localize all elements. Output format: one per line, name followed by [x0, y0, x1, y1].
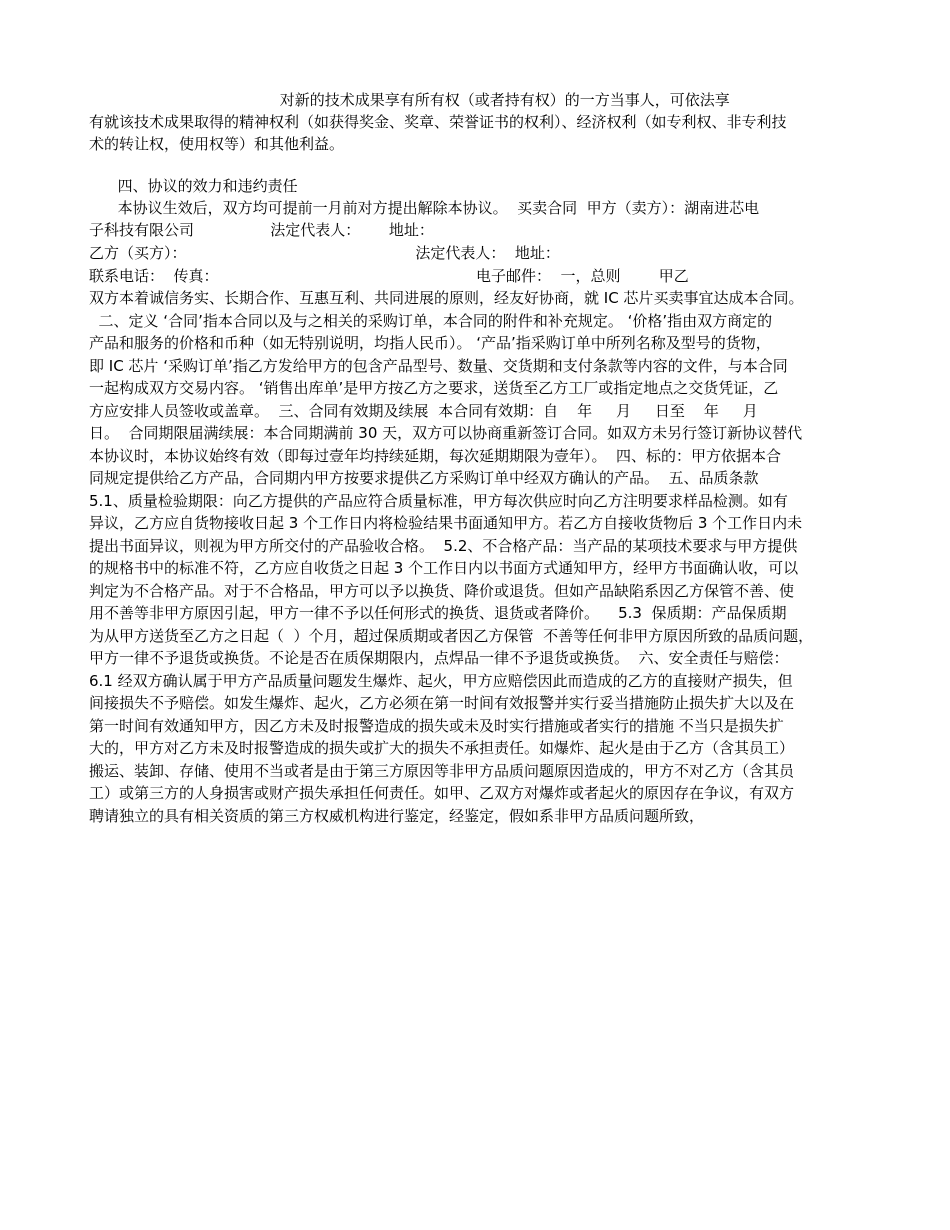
text-line: 日。 合同期限届满续展：本合同期满前 30 天，双方可以协商重新签订合同。如双方未另行签订新协议替代: [89, 424, 803, 442]
text-line: 二、定义 ‘合同’指本合同以及与之相关的采购订单，本合同的附件和补充规定。 ‘价格’指由双方商定的: [89, 312, 773, 330]
text-line: 本协议生效后，双方均可提前一月前对方提出解除本协议。 买卖合同 甲方（卖方）：湖南进芯电: [89, 199, 760, 217]
text-line: 即 IC 芯片 ‘采购订单’指乙方发给甲方的包含产品型号、数量、交货期和支付条款等内容的文件，与本合同: [89, 357, 788, 375]
text-line: 用不善等非甲方原因引起，甲方一律不予以任何形式的换货、退货或者降价。 5.3 保质期：产品保质期: [89, 604, 787, 622]
text-line: 的规格书中的标准不符，乙方应自收货之日起 3 个工作日内以书面方式通知甲方，经甲方书面确认收，可以: [89, 559, 799, 577]
text-line: 判定为不合格产品。对于不合格品，甲方可以予以换货、降价或退货。但如产品缺陷系因乙方保管不善、使: [89, 582, 795, 600]
text-line: 间接损失不予赔偿。如发生爆炸、起火，乙方必须在第一时间有效报警并实行妥当措施防止损失扩大以及在: [89, 694, 795, 712]
text-line: 有就该技术成果取得的精神权利（如获得奖金、奖章、荣誉证书的权利）、经济权利（如专利权、非专利技: [89, 113, 787, 131]
text-line: 6.1 经双方确认属于甲方产品质量问题发生爆炸、起火，甲方应赔偿因此而造成的乙方的直接财产损失，但: [89, 672, 793, 690]
text-line: 异议，乙方应自货物接收日起 3 个工作日内将检验结果书面通知甲方。若乙方自接收货物后 3 个工作日内未: [89, 514, 803, 532]
text-line: 产品和服务的价格和币种（如无特别说明，均指人民币）。 ‘产品’指采购订单中所列名称及型号的货物，: [89, 334, 771, 352]
text-line: 术的转让权，使用权等）和其他利益。: [89, 135, 345, 153]
text-line: 联系电话： 传真： 电子邮件： 一，总则 甲乙: [89, 267, 689, 285]
text-line: 提出书面异议，则视为甲方所交付的产品验收合格。 5.2、不合格产品：当产品的某项技术要求与甲方提供: [89, 537, 798, 555]
text-line: 5.1、质量检验期限：向乙方提供的产品应符合质量标准，甲方每次供应时向乙方注明要求样品检测。如有: [89, 492, 788, 510]
text-line: 聘请独立的具有相关资质的第三方权威机构进行鉴定，经鉴定，假如系非甲方品质问题所致，: [89, 807, 705, 825]
text-line: 工）或第三方的人身损害或财产损失承担任何责任。如甲、乙双方对爆炸或者起火的原因存在争议，有双方: [89, 784, 795, 802]
text-line: 方应安排人员签收或盖章。 三、合同有效期及续展 本合同有效期：自 年 月 日至 年 月: [89, 402, 758, 420]
text-line: 甲方一律不予退货或换货。不论是否在质保期限内，点焊品一律不予退货或换货。 六、安全责任与赔偿：: [89, 649, 789, 667]
text-line: 同规定提供给乙方产品，合同期内甲方按要求提供乙方采购订单中经双方确认的产品。 五、品质条款: [89, 469, 759, 487]
text-line: 搬运、装卸、存储、使用不当或者是由于第三方原因等非甲方品质问题原因造成的，甲方不对乙方（含其员: [89, 762, 795, 780]
text-line: 对新的技术成果享有所有权（或者持有权）的一方当事人，可依法享: [89, 91, 730, 109]
text-line: 双方本着诚信务实、长期合作、互惠互利、共同进展的原则，经友好协商，就 IC 芯片买卖事宜达成本合同。: [89, 289, 804, 307]
text-line: 为从甲方送货至乙方之日起（ ）个月，超过保质期或者因乙方保管 不善等任何非甲方原因所致的品质问题，: [89, 627, 814, 645]
text-line: 子科技有限公司 法定代表人： 地址：: [89, 221, 434, 239]
section-heading: 四、协议的效力和违约责任: [89, 177, 298, 195]
text-line: 一起构成双方交易内容。 ‘销售出库单’是甲方按乙方之要求，送货至乙方工厂或指定地点之交货凭证，乙: [89, 379, 779, 397]
text-line: 乙方（买方）： 法定代表人： 地址：: [89, 244, 560, 262]
text-line: 第一时间有效通知甲方，因乙方未及时报警造成的损失或未及时实行措施或者实行的措施 不当只是损失扩: [89, 717, 784, 735]
text-line: 大的，甲方对乙方未及时报警造成的损失或扩大的损失不承担责任。如爆炸、起火是由于乙方（含其员工）: [89, 739, 795, 757]
text-line: 本协议时，本协议始终有效（即每过壹年均持续延期，每次延期期限为壹年）。 四、标的：甲方依据本合: [89, 447, 782, 465]
